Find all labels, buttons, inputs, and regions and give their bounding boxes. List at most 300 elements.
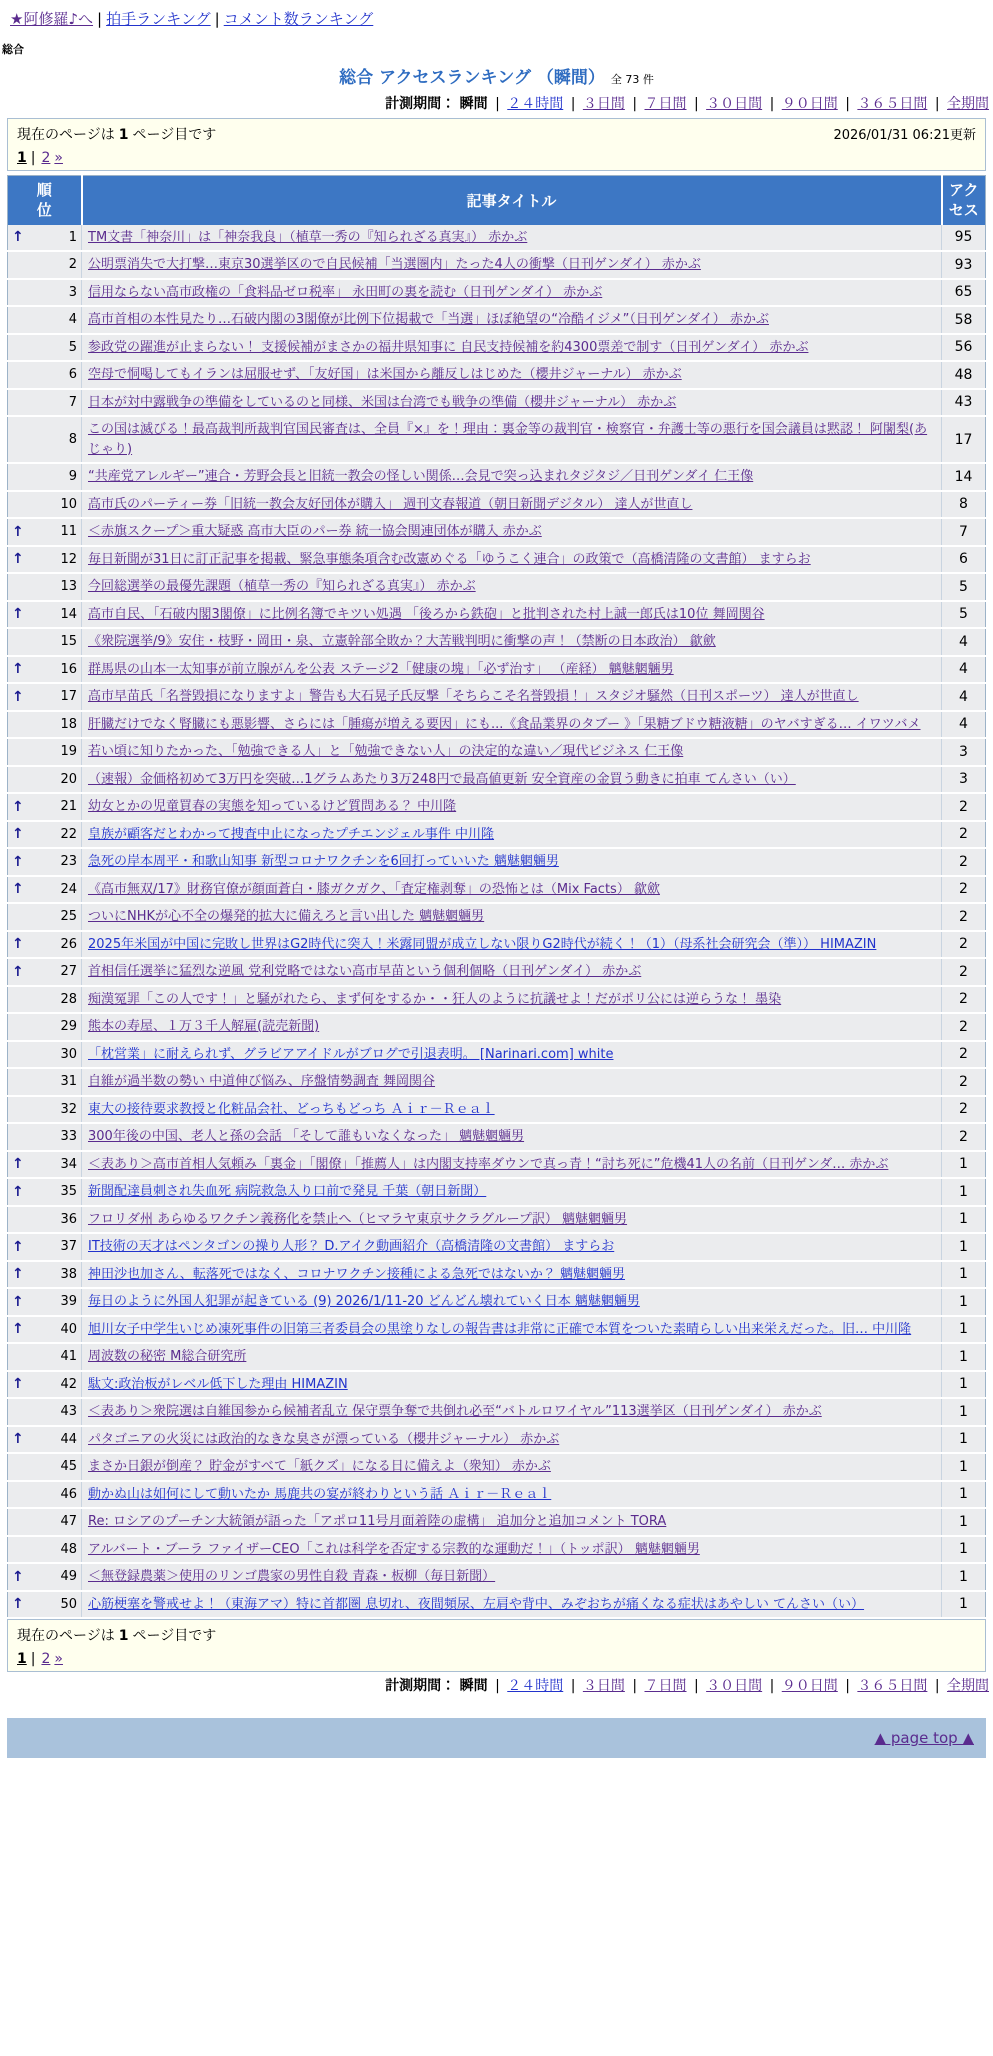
title-cell — [82, 279, 942, 307]
period-link[interactable]: ３６５日間 — [857, 96, 928, 112]
table-row — [8, 546, 986, 574]
access-count: 93 — [942, 251, 986, 279]
rank-cell — [8, 546, 82, 574]
article-link[interactable]: 幼女とかの児童買春の実態を知っているけど質問ある？ 中川隆 — [88, 799, 457, 814]
column-header-access: アクセス — [942, 176, 986, 225]
top-nav — [0, 0, 993, 39]
table-row — [8, 793, 986, 821]
period-link[interactable]: ３日間 — [582, 1678, 625, 1694]
rank-up-icon: ↑ — [12, 551, 24, 568]
rank-up-icon: ↑ — [12, 523, 24, 540]
rank-cell — [8, 1453, 82, 1481]
rank-number: 42 — [60, 1376, 77, 1392]
period-link[interactable]: ３０日間 — [706, 96, 763, 112]
access-count: 8 — [942, 491, 986, 519]
rank-number: 47 — [60, 1514, 77, 1530]
access-count: 2 — [942, 793, 986, 821]
title-cell — [82, 628, 942, 656]
access-count: 95 — [942, 225, 986, 252]
title-cell — [82, 1536, 942, 1564]
rank-cell — [8, 711, 82, 739]
access-count: 1 — [942, 1343, 986, 1371]
title-cell — [82, 1563, 942, 1591]
nav-link-clap-ranking[interactable]: 拍手ランキング — [106, 10, 211, 28]
table-row — [8, 1481, 986, 1509]
rank-number: 24 — [60, 881, 77, 897]
title-cell — [82, 1426, 942, 1454]
rank-up-icon: ↑ — [12, 881, 24, 898]
table-row — [8, 1563, 986, 1591]
rank-number: 1 — [68, 229, 77, 245]
title-cell — [82, 1398, 942, 1426]
period-link[interactable]: 全期間 — [947, 1678, 989, 1694]
table-row — [8, 225, 986, 252]
access-count: 4 — [942, 628, 986, 656]
nav-link-home[interactable]: ★阿修羅♪へ — [10, 10, 94, 28]
access-count: 1 — [942, 1371, 986, 1399]
rank-cell — [8, 986, 82, 1014]
article-link[interactable]: パタゴニアの火災には政治的なきな臭さが漂っている（櫻井ジャーナル） 赤かぶ — [88, 1431, 560, 1447]
table-row — [8, 1041, 986, 1069]
access-count: 2 — [942, 876, 986, 904]
access-count: 5 — [942, 601, 986, 629]
nav-link-comment-ranking[interactable]: コメント数ランキング — [223, 10, 374, 28]
article-link[interactable]: 《衆院選挙/9》安住・枝野・岡田・泉、立憲幹部全敗か？大苦戦判明に衝撃の声！（禁断の日本政治） 歙歛 — [88, 634, 716, 649]
rank-number: 38 — [60, 1266, 77, 1282]
rank-number: 36 — [60, 1211, 77, 1227]
title-cell — [82, 958, 942, 986]
rank-up-icon: ↑ — [12, 1238, 24, 1255]
separator: | — [689, 96, 704, 112]
page-link-2[interactable]: 2 — [41, 150, 51, 166]
page-link-next[interactable]: » — [54, 1651, 63, 1667]
access-count: 2 — [942, 1068, 986, 1096]
period-link[interactable]: ７日間 — [644, 96, 687, 112]
page-title — [0, 57, 993, 90]
rank-number: 45 — [60, 1459, 77, 1475]
article-link[interactable]: 参政党の躍進が止まらない！ 支援候補がまさかの福井県知事に 自民支持候補を約4300票差で制す（日刊ゲンダイ） 赤かぶ — [88, 339, 809, 355]
article-link[interactable]: 300年後の中国、老人と孫の会話 「そして誰もいなくなった」 魑魅魍魎男 — [88, 1129, 525, 1144]
table-row — [8, 958, 986, 986]
table-row — [8, 1536, 986, 1564]
access-count: 2 — [942, 1123, 986, 1151]
access-count: 4 — [942, 711, 986, 739]
separator: | — [765, 1678, 779, 1694]
rank-up-icon: ↑ — [12, 1266, 24, 1283]
table-row — [8, 711, 986, 739]
rank-number: 5 — [68, 339, 77, 355]
period-link[interactable]: ３６５日間 — [857, 1678, 928, 1694]
table-row — [8, 1233, 986, 1261]
article-link[interactable]: 周波数の秘密 M総合研究所 — [88, 1349, 247, 1364]
total-count: 全 73 件 — [610, 73, 654, 86]
title-cell — [82, 903, 942, 931]
ranking-table-body — [8, 225, 986, 1619]
table-row — [8, 1288, 986, 1316]
table-row — [8, 1096, 986, 1124]
title-cell — [82, 601, 942, 629]
table-row — [8, 573, 986, 601]
rank-cell — [8, 491, 82, 519]
rank-cell — [8, 1398, 82, 1426]
rank-up-icon: ↑ — [12, 229, 24, 246]
page-link-current[interactable]: 1 — [17, 150, 27, 166]
access-count: 4 — [942, 656, 986, 684]
article-link[interactable]: 高市首相の本性見たり…石破内閣の3閣僚が比例下位掲載で「当選」ほぼ絶望の“冷酷イジメ”（日刊ゲンダイ） 赤かぶ — [88, 312, 769, 327]
title-cell — [82, 683, 942, 711]
access-count: 2 — [942, 1013, 986, 1041]
rank-cell — [8, 1206, 82, 1234]
period-link[interactable]: ３日間 — [582, 96, 625, 112]
rank-cell — [8, 903, 82, 931]
table-row — [8, 251, 986, 279]
rank-number: 28 — [60, 991, 77, 1007]
footer-bar — [7, 1718, 986, 1758]
table-row — [8, 389, 986, 417]
access-count: 2 — [942, 848, 986, 876]
rank-cell — [8, 389, 82, 417]
access-count: 1 — [942, 1536, 986, 1564]
rank-number: 2 — [68, 257, 77, 273]
access-count: 43 — [942, 389, 986, 417]
article-link[interactable]: 空母で恫喝してもイランは屈服せず、「友好国」は米国から離反しはじめた（櫻井ジャーナル） 赤かぶ — [88, 367, 682, 382]
period-link[interactable]: ９０日間 — [781, 1678, 838, 1694]
title-cell — [82, 1096, 942, 1124]
access-count: 2 — [942, 1041, 986, 1069]
article-link[interactable]: “共産党アレルギー”連合・芳野会長と旧統一教会の怪しい関係…会見で突っ込まれタジタジ／日刊ゲンダイ 仁王像 — [88, 469, 754, 484]
rank-cell — [8, 1178, 82, 1206]
title-cell — [82, 361, 942, 389]
rank-number: 12 — [60, 551, 77, 567]
title-cell — [82, 656, 942, 684]
article-link[interactable]: （速報）金価格初めて3万円を突破…1グラムあたり3万248円で最高値更新 安全資産の金買う動きに拍車 てんさい（い） — [88, 771, 796, 787]
rank-cell — [8, 876, 82, 904]
article-link[interactable]: 高市早苗氏「名誉毀損になりますよ」警告も大石晃子氏反撃「そちらこそ名誉毀損！」スタジオ騒然（日刊スポーツ） 達人が世直し — [88, 689, 859, 704]
access-count: 4 — [942, 683, 986, 711]
access-count: 56 — [942, 334, 986, 362]
title-cell — [82, 766, 942, 794]
article-link[interactable]: 痴漢冤罪「この人です！」と騒がれたら、まず何をするか・・狂人のように抗議せよ！だがポリ公には逆らうな！ 墨染 — [88, 991, 782, 1007]
rank-number: 41 — [60, 1349, 77, 1365]
updated-timestamp: 2026/01/31 06:21更新 — [833, 128, 976, 143]
article-link[interactable]: 旭川女子中学生いじめ凍死事件の旧第三者委員会の黒塗りなしの報告書は非常に正確で本質をついた素晴らしい出来栄えだった。旧… 中川隆 — [88, 1321, 912, 1337]
article-link[interactable]: ＜無登録農薬＞使用のリンゴ農家の男性自殺 青森・板柳（毎日新聞） — [88, 1569, 496, 1584]
rank-cell — [8, 1343, 82, 1371]
article-link[interactable]: 皇族が顧客だとわかって捜査中止になったプチエンジェル事件 中川隆 — [88, 826, 495, 842]
rank-cell — [8, 1563, 82, 1591]
period-link[interactable]: ７日間 — [644, 1678, 687, 1694]
title-cell — [82, 1013, 942, 1041]
article-link[interactable]: 神田沙也加さん、転落死ではなく、コロナワクチン接種による急死ではないか？ 魑魅魍魎男 — [88, 1266, 626, 1282]
rank-up-icon: ↑ — [12, 1321, 24, 1338]
separator: | — [490, 96, 505, 112]
article-link[interactable]: 2025年米国が中国に完敗し世界はG2時代に突入！米露同盟が成立しない限りG2時代が続く！（1）（母系社会研究会（準）） HIMAZIN — [88, 936, 877, 952]
rank-number: 14 — [60, 606, 77, 622]
table-row — [8, 876, 986, 904]
table-row — [8, 1343, 986, 1371]
table-row — [8, 1206, 986, 1234]
access-count: 65 — [942, 279, 986, 307]
rank-number: 20 — [60, 771, 77, 787]
access-count: 1 — [942, 1481, 986, 1509]
rank-cell — [8, 1591, 82, 1619]
rank-cell — [8, 931, 82, 959]
article-link[interactable]: 若い頃に知りたかった、「勉強できる人」と「勉強できない人」の決定的な違い／現代ビジネス 仁王像 — [88, 744, 684, 759]
period-label: 計測期間： — [385, 96, 456, 112]
rank-cell — [8, 766, 82, 794]
period-link[interactable]: ２４時間 — [507, 96, 564, 112]
table-row — [8, 986, 986, 1014]
article-link[interactable]: 日本が対中露戦争の準備をしているのと同様、米国は台湾でも戦争の準備（櫻井ジャーナル） 赤かぶ — [88, 394, 677, 410]
rank-number: 26 — [60, 936, 77, 952]
table-row — [8, 279, 986, 307]
title-cell — [82, 1261, 942, 1289]
period-label: 計測期間： — [385, 1678, 456, 1694]
rank-up-icon: ↑ — [12, 1293, 24, 1310]
rank-cell — [8, 1536, 82, 1564]
table-row — [8, 491, 986, 519]
rank-number: 23 — [60, 854, 77, 870]
title-cell — [82, 1123, 942, 1151]
page-link-2[interactable]: 2 — [41, 1651, 51, 1667]
separator: | — [930, 1678, 944, 1694]
rank-up-icon: ↑ — [12, 661, 24, 678]
rank-number: 31 — [60, 1074, 77, 1090]
article-link[interactable]: 自維が過半数の勢い 中道伸び悩み、序盤情勢調査 舞岡関谷 — [88, 1074, 436, 1089]
access-count: 2 — [942, 931, 986, 959]
rank-cell — [8, 1151, 82, 1179]
article-link[interactable]: 肝臓だけでなく腎臓にも悪影響、さらには「腫瘍が増える要因」にも...《食品業界のタブー 》「果糖ブドウ糖液糖」のヤバすぎる… イワツバメ — [88, 716, 921, 732]
period-link[interactable]: ３０日間 — [706, 1678, 763, 1694]
table-row — [8, 306, 986, 334]
article-link[interactable]: 公明票消失で大打撃…東京30選挙区ので自民候補「当選圏内」たった4人の衝撃（日刊ゲンダイ） 赤かぶ — [88, 257, 701, 272]
access-count: 5 — [942, 573, 986, 601]
rank-cell — [8, 821, 82, 849]
separator: | — [765, 96, 779, 112]
article-link[interactable]: ＜表あり＞高市首相人気頼み「裏金」「閣僚」「推薦人」は内閣支持率ダウンで真っ青！“討ち死に”危機41人の名前（日刊ゲンダ… 赤かぶ — [88, 1156, 889, 1172]
separator: | — [930, 96, 944, 112]
title-cell — [82, 1343, 942, 1371]
rank-number: 10 — [60, 496, 77, 512]
article-link[interactable]: 毎日のように外国人犯罪が起きている (9) 2026/1/11-20 どんどん壊れていく日本 魑魅魍魎男 — [88, 1294, 640, 1309]
rank-number: 39 — [60, 1294, 77, 1310]
page-title-text: 総合 アクセスランキング （瞬間） — [339, 68, 605, 88]
period-link[interactable]: ９０日間 — [781, 96, 838, 112]
access-count: 7 — [942, 518, 986, 546]
article-link[interactable]: 「枕営業」に耐えられず、グラビアアイドルがブログで引退表明。 [Narinari.com] white — [88, 1046, 614, 1062]
table-row — [8, 1261, 986, 1289]
rank-up-icon: ↑ — [12, 688, 24, 705]
article-link[interactable]: TM文書「神奈川」は「神奈我良」（植草一秀の『知られざる真実』） 赤かぶ — [88, 229, 528, 245]
article-link[interactable]: 首相信任選挙に猛烈な逆風 党利党略ではない高市早苗という個利個略（日刊ゲンダイ） 赤かぶ — [88, 964, 642, 979]
title-cell — [82, 986, 942, 1014]
title-cell — [82, 931, 942, 959]
rank-cell — [8, 628, 82, 656]
rank-cell — [8, 1096, 82, 1124]
title-cell — [82, 738, 942, 766]
title-cell — [82, 1288, 942, 1316]
page-status-prefix: 現在のページは — [17, 127, 115, 143]
article-link[interactable]: 今回総選挙の最優先課題（植草一秀の『知られざる真実』） 赤かぶ — [88, 579, 476, 594]
table-row — [8, 416, 986, 463]
table-row — [8, 1371, 986, 1399]
rank-number: 33 — [60, 1129, 77, 1145]
rank-cell — [8, 958, 82, 986]
table-row — [8, 1068, 986, 1096]
separator: | — [214, 10, 220, 28]
article-link[interactable]: アルバート・ブーラ ファイザーCEO「これは科学を否定する宗教的な運動だ！」（トッポ訳） 魑魅魍魎男 — [88, 1541, 700, 1557]
title-cell — [82, 1591, 942, 1619]
rank-cell — [8, 656, 82, 684]
rank-number: 11 — [60, 524, 77, 540]
title-cell — [82, 821, 942, 849]
article-link[interactable]: 心筋梗塞を警戒せよ！（東海アマ）特に首都圏 息切れ、夜間頻尿、左肩や背中、みぞおちが痛くなる症状はあやしい てんさい（い） — [88, 1596, 865, 1612]
title-cell — [82, 573, 942, 601]
table-row — [8, 518, 986, 546]
rank-number: 46 — [60, 1486, 77, 1502]
table-row — [8, 1123, 986, 1151]
page-link-next[interactable]: » — [54, 150, 63, 166]
rank-cell — [8, 1123, 82, 1151]
access-count: 58 — [942, 306, 986, 334]
title-cell — [82, 711, 942, 739]
page-status-prefix: 現在のページは — [17, 1628, 115, 1644]
table-header-row — [8, 176, 986, 225]
rank-number: 44 — [60, 1431, 77, 1447]
pagination — [17, 1651, 976, 1667]
access-count: 1 — [942, 1591, 986, 1619]
rank-cell — [8, 1261, 82, 1289]
table-row — [8, 903, 986, 931]
table-row — [8, 683, 986, 711]
page-top-link[interactable] — [875, 1729, 974, 1747]
access-count: 1 — [942, 1288, 986, 1316]
rank-number: 34 — [60, 1156, 77, 1172]
access-count: 1 — [942, 1206, 986, 1234]
access-count: 1 — [942, 1426, 986, 1454]
table-row — [8, 821, 986, 849]
article-link[interactable]: 信用ならない高市政権の「食料品ゼロ税率」 永田町の裏を読む（日刊ゲンダイ） 赤かぶ — [88, 284, 603, 300]
rank-up-icon: ↑ — [12, 853, 24, 870]
rank-number: 49 — [60, 1569, 77, 1585]
title-cell — [82, 1041, 942, 1069]
article-link[interactable]: 《高市無双/17》財務官僚が顔面蒼白・膝ガクガク、「査定権剥奪」の恐怖とは（Mix Facts） 歙歛 — [88, 881, 660, 897]
article-link[interactable]: 群馬県の山本一太知事が前立腺がんを公表 ステージ2「健康の塊」「必ず治す」 （産経） 魑魅魍魎男 — [88, 661, 674, 677]
title-cell — [82, 416, 942, 463]
rank-cell — [8, 1508, 82, 1536]
rank-cell — [8, 361, 82, 389]
access-count: 2 — [942, 986, 986, 1014]
table-row — [8, 1453, 986, 1481]
rank-number: 6 — [68, 367, 77, 383]
article-link[interactable]: ＜赤旗スクープ＞重大疑惑 高市大臣のパー券 統一協会関連団体が購入 赤かぶ — [88, 524, 542, 539]
table-row — [8, 1426, 986, 1454]
rank-number: 15 — [60, 634, 77, 650]
rank-number: 48 — [60, 1541, 77, 1557]
article-link[interactable]: IT技術の天才はペンタゴンの操り人形？ D.アイク動画紹介（高橋清隆の文書館） ますらお — [88, 1239, 615, 1254]
access-count: 2 — [942, 1096, 986, 1124]
table-row — [8, 766, 986, 794]
rank-number: 3 — [68, 284, 77, 300]
period-link[interactable]: 全期間 — [947, 96, 989, 112]
article-link[interactable]: 熊本の寿屋、１万３千人解雇(読売新聞) — [88, 1019, 320, 1034]
period-current: 瞬間 — [459, 1678, 488, 1694]
rank-number: 30 — [60, 1046, 77, 1062]
rank-number: 22 — [60, 826, 77, 842]
article-link[interactable]: 新聞配達員刺され失血死 病院救急入り口前で発見 千葉（朝日新聞） — [88, 1184, 487, 1199]
period-link[interactable]: ２４時間 — [507, 1678, 564, 1694]
page-link-current[interactable]: 1 — [17, 1651, 27, 1667]
title-cell — [82, 334, 942, 362]
period-links — [488, 1678, 989, 1694]
article-link[interactable]: 毎日新聞が31日に訂正記事を掲載、緊急事態条項含む改憲めぐる「ゆうこく連合」の政策で（高橋清隆の文書館） ますらお — [88, 551, 811, 567]
article-link[interactable]: フロリダ州 あらゆるワクチン義務化を禁止へ（ヒマラヤ東京サクラグループ訳） 魑魅魍魎男 — [88, 1211, 628, 1227]
rank-number: 19 — [60, 744, 77, 760]
article-link[interactable]: Re: ロシアのプーチン大統領が語った「アポロ11号月面着陸の虚構」 追加分と追加コメント TORA — [88, 1514, 667, 1529]
rank-up-icon: ↑ — [12, 1568, 24, 1585]
title-cell — [82, 1178, 942, 1206]
article-link[interactable]: まさか日銀が倒産？ 貯金がすべて「紙クズ」になる日に備えよ（衆知） 赤かぶ — [88, 1459, 551, 1474]
article-link[interactable]: 高市自民、「石破内閣3閣僚」に比例名簿でキツい処遇 「後ろから鉄砲」と批判された村上誠一郎氏は10位 舞岡関谷 — [88, 606, 765, 622]
access-count: 2 — [942, 821, 986, 849]
column-header-title: 記事タイトル — [82, 176, 942, 225]
title-cell — [82, 876, 942, 904]
period-bar-top — [0, 90, 993, 118]
rank-up-icon: ↑ — [12, 1156, 24, 1173]
title-cell — [82, 389, 942, 417]
rank-cell — [8, 416, 82, 463]
access-count: 1 — [942, 1233, 986, 1261]
rank-up-icon: ↑ — [12, 798, 24, 815]
article-link[interactable]: 駄文:政治板がレベル低下した理由 HIMAZIN — [88, 1376, 348, 1392]
period-current: 瞬間 — [459, 96, 488, 112]
rank-number: 29 — [60, 1019, 77, 1035]
rank-number: 50 — [60, 1596, 77, 1612]
rank-cell — [8, 601, 82, 629]
table-row — [8, 738, 986, 766]
separator: | — [840, 1678, 855, 1694]
article-link[interactable]: この国は滅びる！最高裁判所裁判官国民審査は、全員『×』を！理由：裏金等の裁判官・検察官・弁護士等の悪行を国会議員は黙認！ 阿闍梨(あじゃり) — [88, 422, 928, 457]
separator: | — [490, 1678, 505, 1694]
article-link[interactable]: ＜表あり＞衆院選は自維国参から候補者乱立 保守票争奪で共倒れ必至“バトルロワイヤル”113選挙区（日刊ゲンダイ） 赤かぶ — [88, 1404, 822, 1419]
access-count: 6 — [942, 546, 986, 574]
access-count: 1 — [942, 1151, 986, 1179]
rank-up-icon: ↑ — [12, 1376, 24, 1393]
rank-up-icon: ↑ — [12, 606, 24, 623]
article-link[interactable]: 急死の岸本周平・和歌山知事 新型コロナワクチンを6回打っていいた 魑魅魍魎男 — [88, 854, 559, 869]
rank-number: 7 — [68, 394, 77, 410]
pager-box-top — [7, 118, 986, 171]
title-cell — [82, 251, 942, 279]
rank-up-icon: ↑ — [12, 963, 24, 980]
rank-cell — [8, 848, 82, 876]
table-row — [8, 334, 986, 362]
page-status — [17, 1625, 216, 1645]
title-cell — [82, 793, 942, 821]
separator: | — [30, 150, 36, 166]
title-cell — [82, 1233, 942, 1261]
rank-cell — [8, 1068, 82, 1096]
access-count: 14 — [942, 463, 986, 491]
article-link[interactable]: 高市氏のパーティー券「旧統一教会友好団体が購入」 週刊文春報道（朝日新聞デジタル） 達人が世直し — [88, 496, 693, 512]
article-link[interactable]: ついにNHKが心不全の爆発的拡大に備えろと言い出した 魑魅魍魎男 — [88, 909, 485, 924]
article-link[interactable]: 東大の接待要求教授と化粧品会社、どっちもどっち Ａｉｒ－Ｒｅａｌ — [88, 1101, 495, 1117]
pagination — [17, 150, 976, 166]
article-link[interactable]: 動かぬ山は如何にして動いたか 馬鹿共の宴が終わりという話 Ａｉｒ－Ｒｅａｌ — [88, 1486, 552, 1502]
table-row — [8, 1591, 986, 1619]
rank-number: 27 — [60, 964, 77, 980]
access-count: 3 — [942, 738, 986, 766]
